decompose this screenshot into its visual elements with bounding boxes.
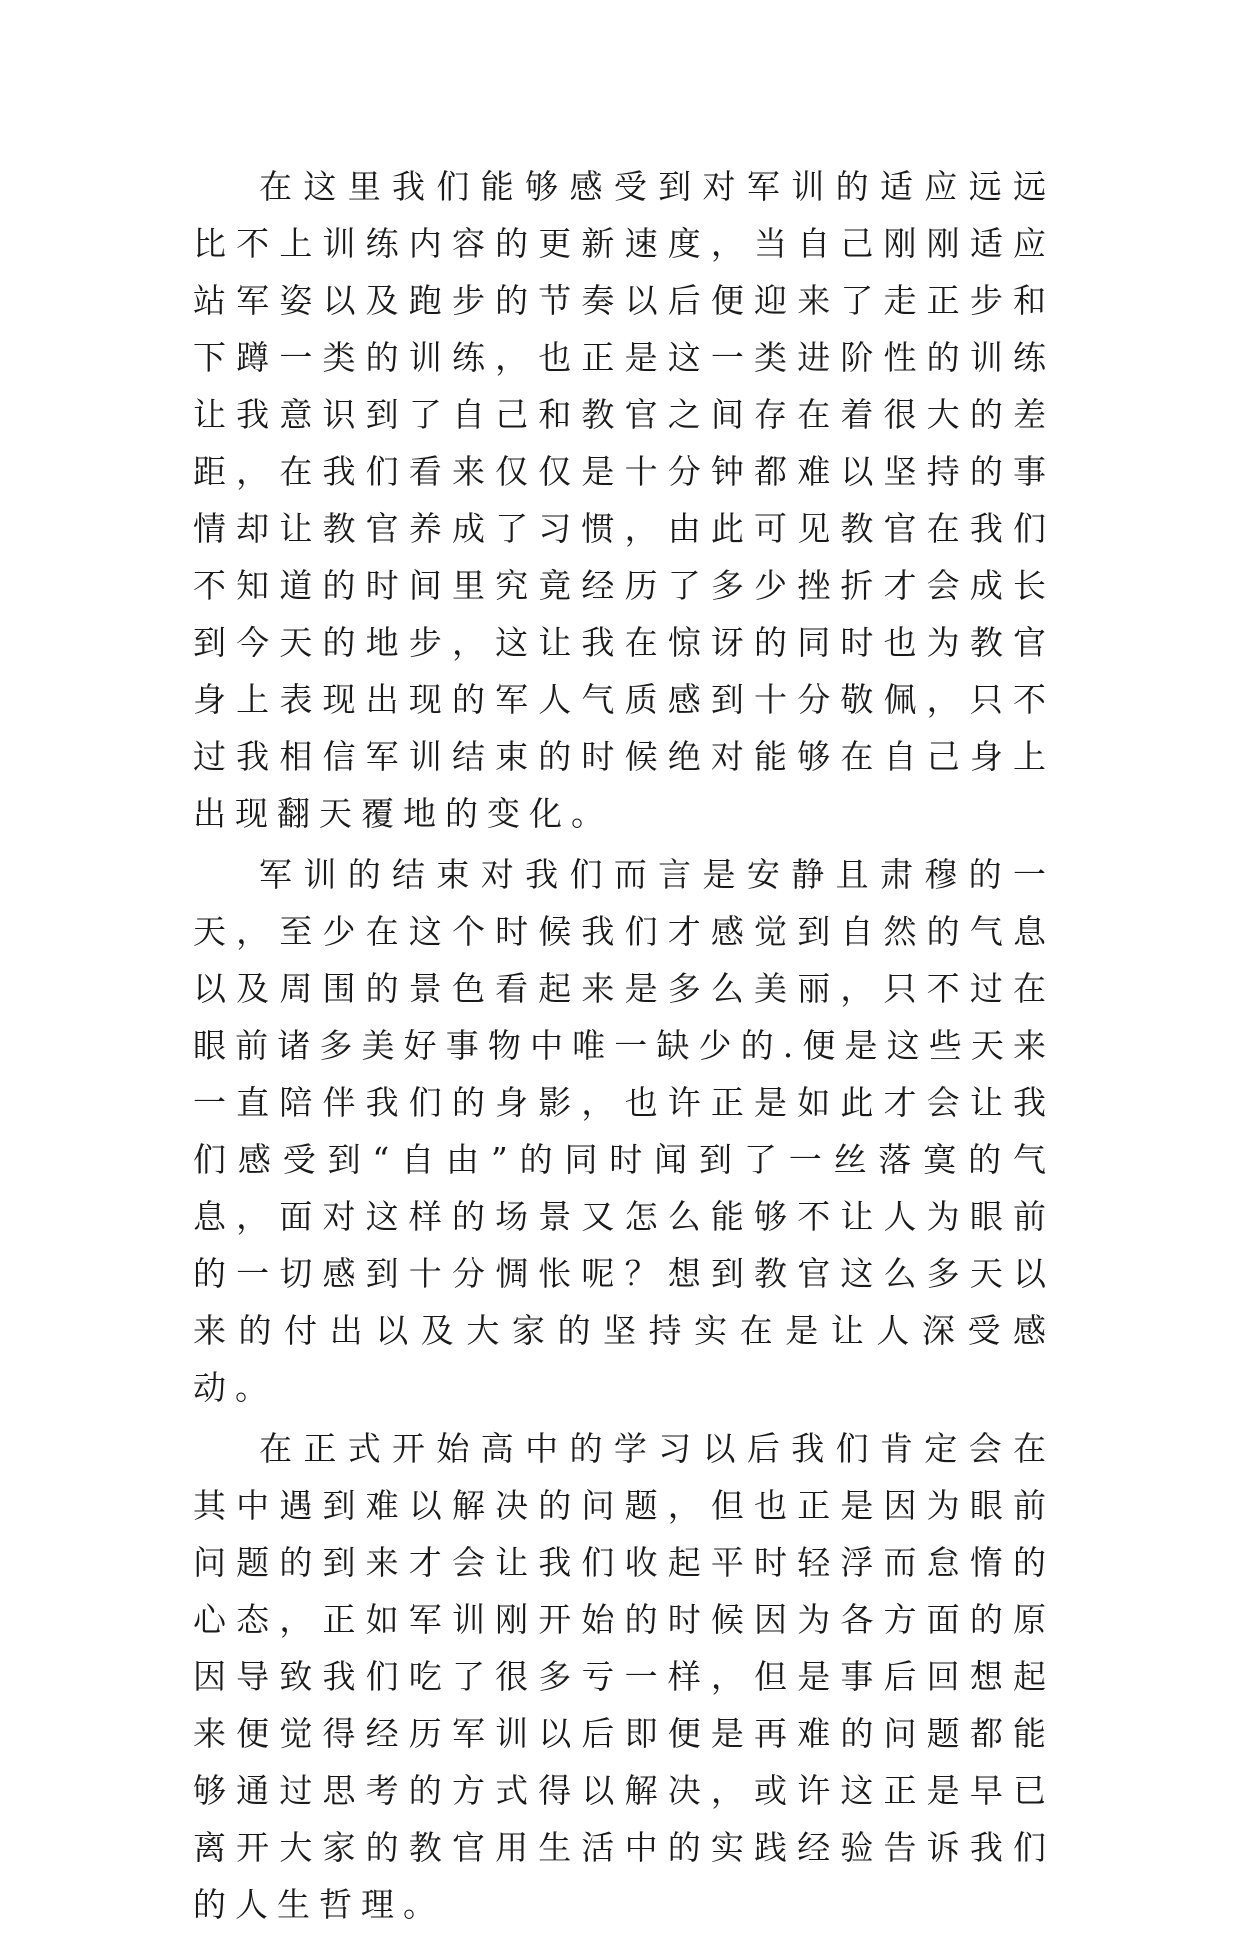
paragraph-3: 在正式开始高中的学习以后我们肯定会在其中遇到难以解决的问题，但也正是因为眼前问题的到来才会让我们收起平时轻浮而怠惰的心态，正如军训刚开始的时候因为各方面的原因导致我们吃了很多亏一样，但是事后回想起来便觉得经历军训以后即便是再难的问题都能够通过思考的方式得以解决，或许这正是早已离开大家的教官用生活中的实践经验告诉我们的人生哲理。 — [193, 1429, 1055, 1924]
paragraph-2: 军训的结束对我们而言是安静且肃穆的一天，至少在这个时候我们才感觉到自然的气息以及周围的景色看起来是多么美丽，只不过在眼前诸多美好事物中唯一缺少的.便是这些天来一直陪伴我们的身影，也许正是如此才会让我们感受到“自由”的同时闻到了一丝落寞的气息，面对这样的场景又怎么能够不让人为眼前的一切感到十分惆怅呢？想到教官这么多天以来的付出以及大家的坚持实在是让人深受感动。 — [193, 855, 1055, 1407]
document-body — [193, 158, 1055, 1933]
paragraph-1: 在这里我们能够感受到对军训的适应远远比不上训练内容的更新速度，当自己刚刚适应站军姿以及跑步的节奏以后便迎来了走正步和下蹲一类的训练，也正是这一类进阶性的训练让我意识到了自己和教官之间存在着很大的差距，在我们看来仅仅是十分钟都难以坚持的事情却让教官养成了习惯，由此可见教官在我们不知道的时间里究竟经历了多少挫折才会成长到今天的地步，这让我在惊讶的同时也为教官身上表现出现的军人气质感到十分敬佩，只不过我相信军训结束的时候绝对能够在自己身上出现翻天覆地的变化。 — [193, 167, 1055, 833]
